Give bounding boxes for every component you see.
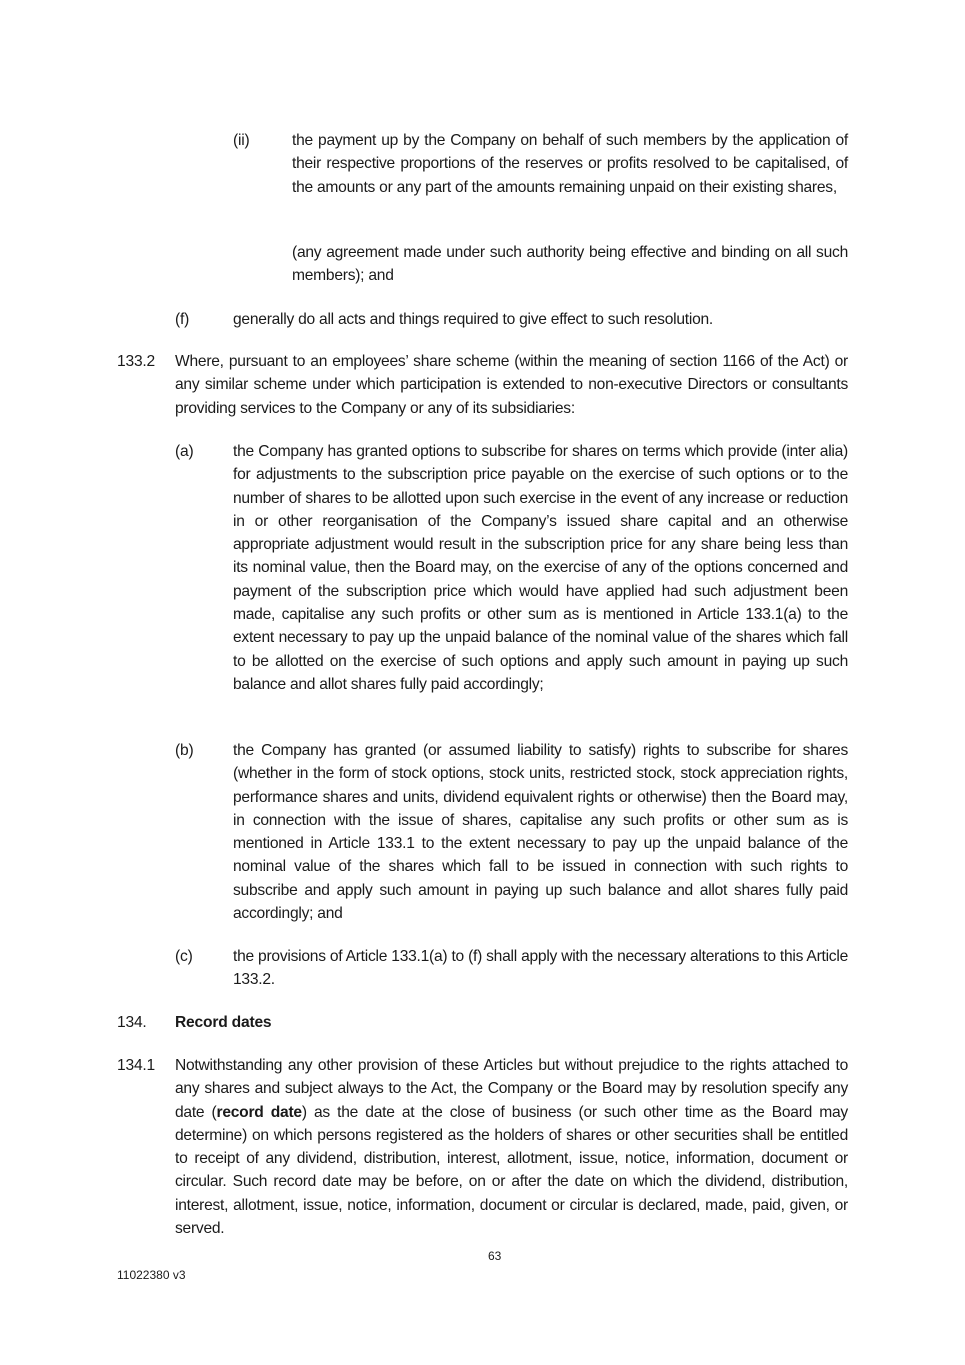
clause-note-ii: (any agreement made under such authority being effective and binding on all such members); and <box>292 244 848 285</box>
clause-text-c: the provisions of Article 133.1(a) to (f) shall apply with the necessary alterations to this Article 133.2. <box>233 948 848 989</box>
document-reference: 11022380 v3 <box>117 1268 186 1282</box>
defined-term-record-date: record date <box>216 1103 302 1121</box>
clause-text-f: generally do all acts and things required to give effect to such resolution. <box>233 311 714 328</box>
clause-label-ii: (ii) <box>233 132 250 149</box>
article-text-134-1-part1: Notwithstanding any other provision of these Articles but without prejudice to the rights attached to any shares and subject always to the Act, the Company or the Board may by resolution specify any date ( <box>175 1057 848 1121</box>
clause-label-b: (b) <box>175 742 194 759</box>
article-number-134: 134. <box>117 1014 147 1031</box>
section-heading: Record dates <box>175 1014 272 1031</box>
clause-text-a: the Company has granted options to subscribe for shares on terms which provide (inter alia) for adjustments to the subscription price payable on the exercise of such options or to the number of shares to be allotted upon such exercise in the event of any increase or reduction in or other reorganisation of the Company’s issued share capital and an otherwise appropriate adjustment would result in the subscription price for any share being less than its nominal value, then the Board may, on the exercise of any of the options concerned and payment of the subscription price which would have applied had such adjustment been made, capitalise any such profits or other sum as is mentioned in Article 133.1(a) to the extent necessary to pay up the unpaid balance of the nominal value of the shares which fall to be allotted on the exercise of such options and apply such amount in paying up such balance and allot shares fully paid accordingly; <box>233 443 848 693</box>
article-number-133-2: 133.2 <box>117 353 156 370</box>
article-text-134-1 <box>175 1054 848 1240</box>
clause-label-f: (f) <box>175 311 190 328</box>
clause-text-ii: the payment up by the Company on behalf of such members by the application of their respective proportions of the reserves or profits resolved to be capitalised, of the amounts or any part of the amounts remaining unpaid on their existing shares, <box>292 132 848 196</box>
article-text-133-2: Where, pursuant to an employees’ share scheme (within the meaning of section 1166 of the Act) or any similar scheme under which participation is extended to non-executive Directors or consultants providing services to the Company or any of its subsidiaries: <box>175 353 848 417</box>
clause-text-b: the Company has granted (or assumed liability to satisfy) rights to subscribe for shares (whether in the form of stock options, stock units, restricted stock, stock appreciation rights, performance shares and units, dividend equivalent rights or otherwise) then the Board may, in connection with the issue of shares, capitalise any such profits or other sum as is mentioned in Article 133.1 to the extent necessary to pay up the unpaid balance of the nominal value of the shares which fall to be issued in connection with such rights to subscribe and apply such amount in paying up such balance and allot shares fully paid accordingly; and <box>233 742 848 923</box>
page-number: 63 <box>488 1249 502 1263</box>
article-number-134-1: 134.1 <box>117 1057 156 1074</box>
article-text-134-1-part2: ) as the date at the close of business (or such other time as the Board may determine) on which persons registered as the holders of shares or other securities shall be entitled to receipt of any dividend, distribution, interest, allotment, issue, notice, information, document or circular. Such record date may be before, on or after the date on which the dividend, distribution, interest, allotment, issue, notice, information, document or circular is declared, made, paid, given, or served. <box>175 1103 848 1238</box>
clause-label-c: (c) <box>175 948 193 965</box>
clause-label-a: (a) <box>175 443 194 460</box>
